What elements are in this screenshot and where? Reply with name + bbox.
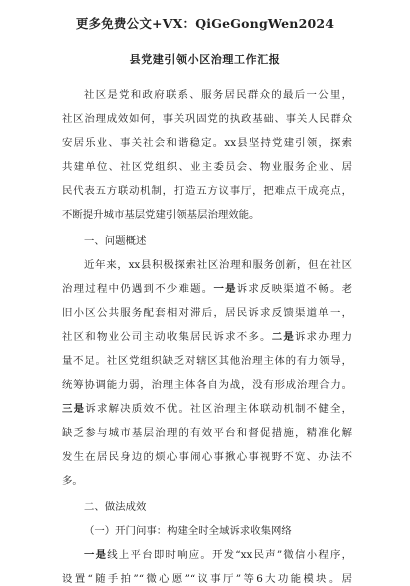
text-segment: 近年来，xx县积极探索社区治理和服务创新，但在社区 xyxy=(84,259,352,271)
text-segment: 社区和物业公司主动收集居民诉求不多。 xyxy=(62,331,272,343)
text-segment: 旧小区公共服务配套相对滞后，居民诉求反馈渠道单一， xyxy=(62,307,352,319)
text-segment: 民代表五方联动机制，打造五方议事厅，把难点干成亮点， xyxy=(62,185,352,197)
body-text-line xyxy=(62,208,352,222)
body-text-line xyxy=(84,88,352,102)
section-heading xyxy=(84,500,352,514)
text-segment: 发生在居民身边的烦心事闹心事揪心事视野不宽、办法不 xyxy=(62,451,352,463)
emphasis-text: 二是 xyxy=(271,331,296,343)
section-heading xyxy=(84,234,352,248)
emphasis-text: 一是 xyxy=(84,549,108,561)
text-segment: 不断提升城市基层党建引领基层治理效能。 xyxy=(62,209,260,221)
text-segment: （一）开门问事：构建全时全域诉求收集网络 xyxy=(84,525,292,537)
body-text-line xyxy=(62,354,352,368)
text-segment: 量不足。社区党组织缺乏对辖区其他治理主体的有力领导， xyxy=(62,355,352,367)
text-segment: 安居乐业、事关社会和谐稳定。xx县坚持党建引领，探索 xyxy=(62,137,352,149)
promo-banner: 更多免费公文+VX：QiGeGongWen2024 xyxy=(75,16,335,31)
text-segment: 二、做法成效 xyxy=(84,501,147,513)
body-text-line xyxy=(62,450,352,464)
body-text-line xyxy=(62,136,352,150)
text-segment: 统筹协调能力弱，治理主体各自为战，没有形成治理合力。 xyxy=(62,379,352,391)
emphasis-text: 一是 xyxy=(213,283,237,295)
text-segment: 诉求办理力 xyxy=(295,331,352,343)
body-text-line xyxy=(62,402,352,416)
text-segment: 一、问题概述 xyxy=(84,235,147,247)
text-segment: 设置“随手拍”“微心愿”“议事厅”等6大功能模块。居 xyxy=(62,573,352,585)
text-segment: 社区治理成效如何，事关巩固党的执政基础、事关人民群众 xyxy=(62,113,352,125)
text-segment: 诉求反映渠道不畅。老 xyxy=(236,283,352,295)
body-text-line xyxy=(62,184,352,198)
body-text-line xyxy=(62,426,352,440)
body-text-line xyxy=(62,112,352,126)
body-text-line xyxy=(62,330,352,344)
body-text-line xyxy=(84,258,352,272)
body-text-line xyxy=(62,572,352,586)
body-text-line xyxy=(62,306,352,320)
body-text-line xyxy=(84,548,352,562)
body-text-line xyxy=(62,378,352,392)
body-text-line xyxy=(62,160,352,174)
text-segment: 诉求解决质效不优。社区治理主体联动机制不健全， xyxy=(85,403,352,415)
document-title: 县党建引领小区治理工作汇报 xyxy=(129,53,281,66)
text-segment: 社区是党和政府联系、服务居民群众的最后一公里， xyxy=(84,89,352,101)
body-text-line xyxy=(62,474,352,488)
emphasis-text: 三是 xyxy=(62,403,86,415)
text-segment: 多。 xyxy=(62,475,83,487)
text-segment: 共建单位、社区党组织、业主委员会、物业服务企业、居 xyxy=(62,161,352,173)
text-segment: 缺乏参与城市基层治理的有效平台和督促措施，精准化解 xyxy=(62,427,352,439)
section-heading xyxy=(84,524,352,538)
body-text-line xyxy=(62,282,352,296)
text-segment: 线上平台即时响应。开发“xx民声”微信小程序， xyxy=(107,549,352,561)
text-segment: 治理过程中仍遇到不少难题。 xyxy=(62,283,214,295)
